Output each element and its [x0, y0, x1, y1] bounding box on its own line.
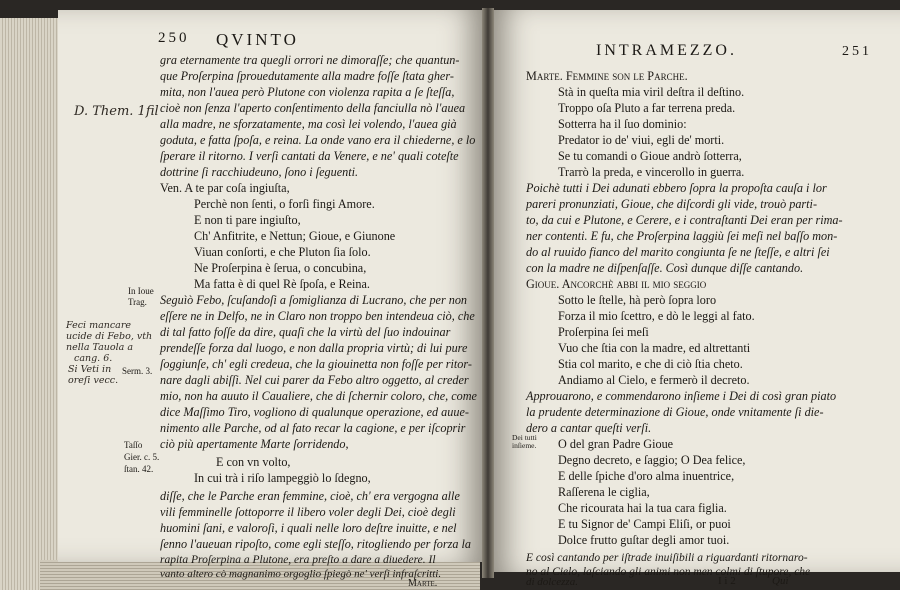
signature-mark: I i 2 [718, 575, 736, 587]
verse-line: Sotto le ſtelle, hà però ſopra loro [558, 293, 717, 307]
verse-line: Dolce frutto guſtar degli amor tuoi. [558, 533, 730, 547]
page-number-left: 250 [158, 30, 190, 46]
text-line: no al Cielo, laſciando gli animi non men colmi di ſtupore, che [526, 566, 811, 578]
book-gutter [482, 8, 494, 578]
verse-speaker-line: Ven. A te par coſa ingiuſta, [160, 181, 290, 195]
text-line: ſoggiunſe, ch' egli credeua, che la giouinetta non foſſe per ritor- [160, 357, 472, 371]
text-line: dottrine ſi racchiudeuno, ſono i ſeguenti. [160, 165, 359, 179]
text-line: nimento alle Parche, od al fato recar la cagione, e per iſcoprir [160, 421, 466, 435]
text-line: mio, non ha auuto il Caualiere, che di ſchernir coloro, che, come [160, 389, 477, 403]
text-line: huomini ſani, e valoroſi, i quali nelle loro deſtre inuitte, e nel [160, 521, 457, 535]
handwritten-note: Si Veti in [68, 364, 112, 375]
verse-line: Predator io de' viui, egli de' morti. [558, 133, 725, 147]
verse-line: Stà in queſta mia viril deſtra il deſtino. [558, 85, 745, 99]
verse-line: Andiamo al Cielo, e fermerò il decreto. [558, 373, 750, 387]
margin-note: ſtan. 42. [124, 464, 154, 474]
text-line: E così cantando per iſtrade inuiſibili a riguardanti ritornaro- [526, 552, 808, 564]
text-line: ciò più apertamente Marte ſorridendo, [160, 437, 349, 451]
text-line: prendeſſe forza dal luogo, e non dalla propria virtù; di lui pure [160, 341, 468, 355]
text-line: di tal fatto foſſe da dire, quaſi che la virtù del ſuo indouinar [160, 325, 451, 339]
text-line: dice Maſſimo Tiro, vogliono di qualunque operazione, ed auue- [160, 405, 469, 419]
handwritten-note: D. Them. 1fil [74, 104, 159, 119]
catchword-left: Marte. [408, 578, 438, 589]
text-line: Approuarono, e commendarono inſieme i Dei di così gran piato [526, 389, 837, 403]
text-line: eſſere ne in Delfo, ne in Claro non troppo ben intendeua ciò, che [160, 309, 475, 323]
page-number-right: 251 [842, 44, 872, 59]
text-line: mita, non l'auea però Plutone con violenza rapita a ſe ſteſſa, [160, 85, 455, 99]
handwritten-note: cang. 6. [74, 353, 113, 364]
verse-line: E delle ſpiche d'oro alma inuentrice, [558, 469, 735, 483]
text-line: gra eternamente tra quegli orrori ne dimoraſſe; che quantun- [160, 53, 460, 67]
text-line: Seguìò Febo, ſcuſandoſi a ſomiglianza di Lucrano, che per non [160, 293, 468, 307]
text-line: la prudente determinazione di Gioue, onde vnitamente ſi die- [526, 405, 824, 419]
margin-note: Dei tutti [512, 433, 537, 442]
verse-line: O del gran Padre Gioue [558, 437, 674, 451]
text-line: do al ruuido fianco del marito congiunta ſe ne ſteſſe, e altri ſei [526, 245, 830, 259]
margin-note: Trag. [128, 297, 147, 307]
handwritten-note: ucide di Febo, vth [66, 331, 153, 342]
handwritten-note: oreſi vecc. [68, 375, 119, 386]
verse-line: Stia col marito, e che di ciò ſtia cheto. [558, 357, 743, 371]
verse-line: Degno decreto, e ſaggio; O Dea felice, [558, 453, 746, 467]
text-line: ner contenti. E fu, che Proſerpina laggiù ſei meſi nel baſſo mon- [526, 229, 838, 243]
verse-line: Che ricourata hai la tua cara figlia. [558, 501, 727, 515]
margin-note: Serm. 3. [122, 366, 153, 376]
running-head-left: QVINTO [216, 30, 299, 49]
margin-note: In Ioue [128, 286, 154, 296]
catchword-right: Quì [772, 575, 789, 587]
verse-line: Trarrò la preda, e vincerollo in guerra. [558, 165, 745, 179]
text-line: alla madre, ne sforzatamente, ma così lei volendo, l'auea già [160, 117, 457, 131]
verse-line: Forza il mio ſcettro, e dò le leggi al fato. [558, 309, 755, 323]
page-edges-left [0, 18, 58, 590]
text-line: ſenno l'aueuan ripoſto, come egli steſſo, ritogliendo per forza la [160, 537, 471, 551]
running-head-right: INTRAMEZZO. [596, 42, 737, 59]
verse-line: Ne Proſerpina è ſerua, o concubina, [194, 261, 367, 275]
handwritten-note: nella Tauola a [66, 342, 133, 353]
text-line: Poichè tutti i Dei adunati ebbero ſopra la propoſta cauſa i lor [526, 181, 827, 195]
verse-line: Ch' Anfitrite, e Nettun; Gioue, e Giunone [194, 229, 396, 243]
text-line: to, da cui e Plutone, e Cerere, e i contraſtanti Dei eran per rima- [526, 213, 843, 227]
margin-note: Gier. c. 5. [124, 452, 160, 462]
verse-line: Proſerpina ſei meſi [558, 325, 649, 339]
verse-line: E non ti pare ingiuſto, [194, 213, 301, 227]
text-line: cioè non ſenza l'aperto conſentimento della fanciulla nò l'auea [160, 101, 466, 115]
verse-speaker-line: Gioue. Ancorchè abbi il mio ſeggio [526, 277, 707, 291]
text-line: pareri pronunziati, Gioue, che diſcordi gli vide, trouò parti- [526, 197, 818, 211]
verse-line: Ma fatta è di quel Rè ſpoſa, e Reina. [194, 277, 370, 291]
verse-line: E con vn volto, [216, 455, 291, 469]
text-line: que Proſerpina ſprouedutamente alla madre foſſe ſtata gher- [160, 69, 454, 83]
verse-line: Troppo oſa Pluto a far terrena preda. [558, 101, 736, 115]
verse-line: Vuo che ſtia con la madre, ed altrettanti [558, 341, 751, 355]
text-line: dero a cantar queſti verſi. [526, 421, 652, 435]
verse-line: Se tu comandi o Gioue andrò ſotterra, [558, 149, 742, 163]
margin-note: Taſſo [124, 440, 143, 450]
verse-line: Viuan conſorti, e che Pluton ſia ſolo. [194, 245, 371, 259]
text-line: vili femminelle ſottoporre il libero voler degli Dei, cioè degli [160, 505, 456, 519]
text-line: rapita Proſerpina a Plutone, era preſto a dare a diuedere. Il [160, 554, 436, 566]
handwritten-note: Feci mancare [66, 320, 132, 331]
text-line: con la madre ne diſpenſaſſe. Così dunque diſſe cantando. [526, 261, 804, 275]
text-line: di dolcezza. [526, 576, 578, 588]
text-line: vanto altero cò magnanimo orgoglio ſpiegò ne' verſi infraſcritti. [160, 568, 442, 580]
verse-line: Perchè non ſenti, o forſi fingi Amore. [194, 197, 375, 211]
margin-note: inſieme. [512, 441, 537, 450]
verse-speaker-line: Marte. Femmine ſon le Parche. [526, 69, 688, 83]
text-line: diſſe, che le Parche eran femmine, cioè, ch' era vergogna alle [160, 489, 460, 503]
verse-line: Sotterra ha il ſuo dominio: [558, 117, 687, 131]
verse-line: E tu Signor de' Campi Eliſi, or puoi [558, 517, 731, 531]
text-line: ſperare il ritorno. I verſi cantati da Venere, e ne' quali coteſte [160, 149, 459, 163]
verse-line: Raſſerena le ciglia, [558, 485, 650, 499]
verse-line: In cui trà i riſo lampeggiò lo ſdegno, [194, 471, 371, 485]
text-line: nare dagli abiſſi. Nel cui parer da Febo altro oggetto, al creder [160, 373, 469, 387]
text-line: goduta, e fatta ſpoſa, e reina. La onde vano era il chiederne, e lo [160, 133, 476, 147]
